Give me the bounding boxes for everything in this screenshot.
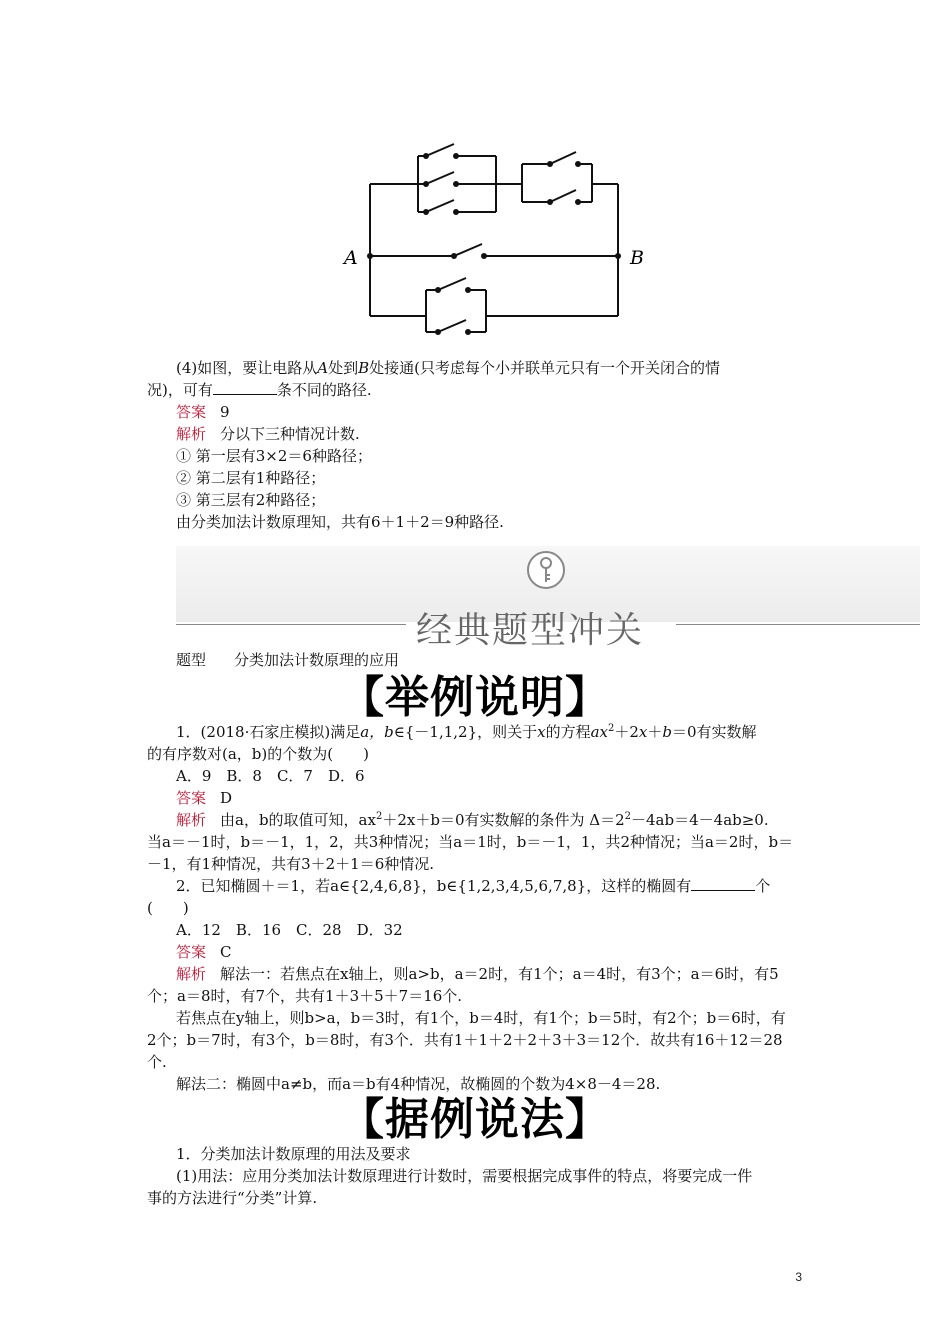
answer-blank — [213, 380, 277, 395]
ex1-analysis-3: －1，有1种情况，共有3＋2＋1＝6种情况. — [147, 855, 435, 873]
method-banner: 【据例说法】 — [340, 1094, 610, 1145]
ex1-options: A．9 B．8 C．7 D．6 — [176, 767, 365, 785]
ex2-answer: 答案 C — [176, 943, 232, 961]
page-number: 3 — [795, 1270, 802, 1284]
ex2-analysis-5: 个. — [147, 1053, 167, 1071]
topic-line: 题型 分类加法计数原理的应用 — [176, 651, 400, 669]
ex2-analysis-4: 2个；b＝7时，有3个，b＝8时，有3个．共有1＋1＋2＋2＋3＋3＝12个．故共有16＋12＝28 — [147, 1031, 783, 1049]
q4-item-3: ③ 第三层有2种路径； — [176, 491, 326, 509]
label-a: A — [344, 247, 358, 269]
ex2-analysis-6: 解法二：椭圆中a≠b，而a＝b有4种情况，故椭圆的个数为4×8－4＝28. — [176, 1075, 661, 1093]
method-paragraph-2: 事的方法进行“分类”计算. — [147, 1189, 318, 1207]
section-title: 经典题型冲关 — [416, 610, 645, 651]
banner-rule-right — [676, 624, 920, 625]
q4-conclusion: 由分类加法计数原理知，共有6＋1＋2＝9种路径. — [176, 513, 504, 531]
method-heading: 1．分类加法计数原理的用法及要求 — [176, 1145, 411, 1163]
key-icon — [526, 550, 566, 590]
method-paragraph-1: (1)用法：应用分类加法计数原理进行计数时，需要根据完成事件的特点，将要完成一件 — [176, 1167, 753, 1185]
q4-line2: 况)，可有 条不同的路径. — [147, 381, 372, 399]
label-b: B — [630, 247, 644, 269]
answer-blank — [691, 876, 755, 891]
q4-item-1: ① 第一层有3×2＝6种路径； — [176, 447, 372, 465]
example-banner: 【举例说明】 — [340, 672, 610, 723]
ex2-line1: 2．已知椭圆＋＝1，若a∈{2,4,6,8}，b∈{1,2,3,4,5,6,7,8}，这样的椭圆有 个 — [176, 877, 771, 895]
q4-analysis: 解析 分以下三种情况计数. — [176, 425, 360, 443]
ex1-analysis-1: 解析 由a，b的取值可知，$ax^2+2x+b=0$有实数解的条件为 $\Delta=2^2-4ab=4-4ab\ge 0$. — [176, 811, 769, 829]
banner-rule-left — [176, 624, 406, 625]
q4-answer: 答案 9 — [176, 403, 230, 421]
ex1-line2: 的有序数对(a，b)的个数为( ) — [147, 745, 369, 763]
circuit-svg — [322, 126, 658, 346]
ex2-analysis-1: 解析 解法一：若焦点在x轴上，则a>b，a＝2时，有1个；a＝4时，有3个；a＝6时，有5 — [176, 965, 779, 983]
q4-line1: (4)如图，要让电路从A处到B处接通(只考虑每个小并联单元只有一个开关闭合的情 — [176, 359, 720, 377]
ex2-analysis-2: 个；a＝8时，有7个，共有1＋3＋5＋7＝16个. — [147, 987, 463, 1005]
ex2-options: A．12 B．16 C．28 D．32 — [176, 921, 403, 939]
ex2-line2: ( ) — [147, 899, 189, 917]
ex2-analysis-3: 若焦点在y轴上，则b>a，b＝3时，有1个，b＝4时，有1个；b＝5时，有2个；b＝6时，有 — [176, 1009, 786, 1027]
ex1-line1: 1．(2018·石家庄模拟)满足a，b∈{－1,1,2}，则关于x的方程$ax^2+2x+b=0$有实数解 — [176, 723, 757, 741]
ex1-analysis-2: 当a＝－1时，b＝－1，1，2，共3种情况；当a＝1时，b＝－1，1，共2种情况；当a＝2时，b＝ — [147, 833, 794, 851]
circuit-diagram — [322, 126, 658, 346]
q4-item-2: ② 第二层有1种路径； — [176, 469, 326, 487]
section-banner — [176, 546, 920, 651]
ex1-answer: 答案 D — [176, 789, 233, 807]
